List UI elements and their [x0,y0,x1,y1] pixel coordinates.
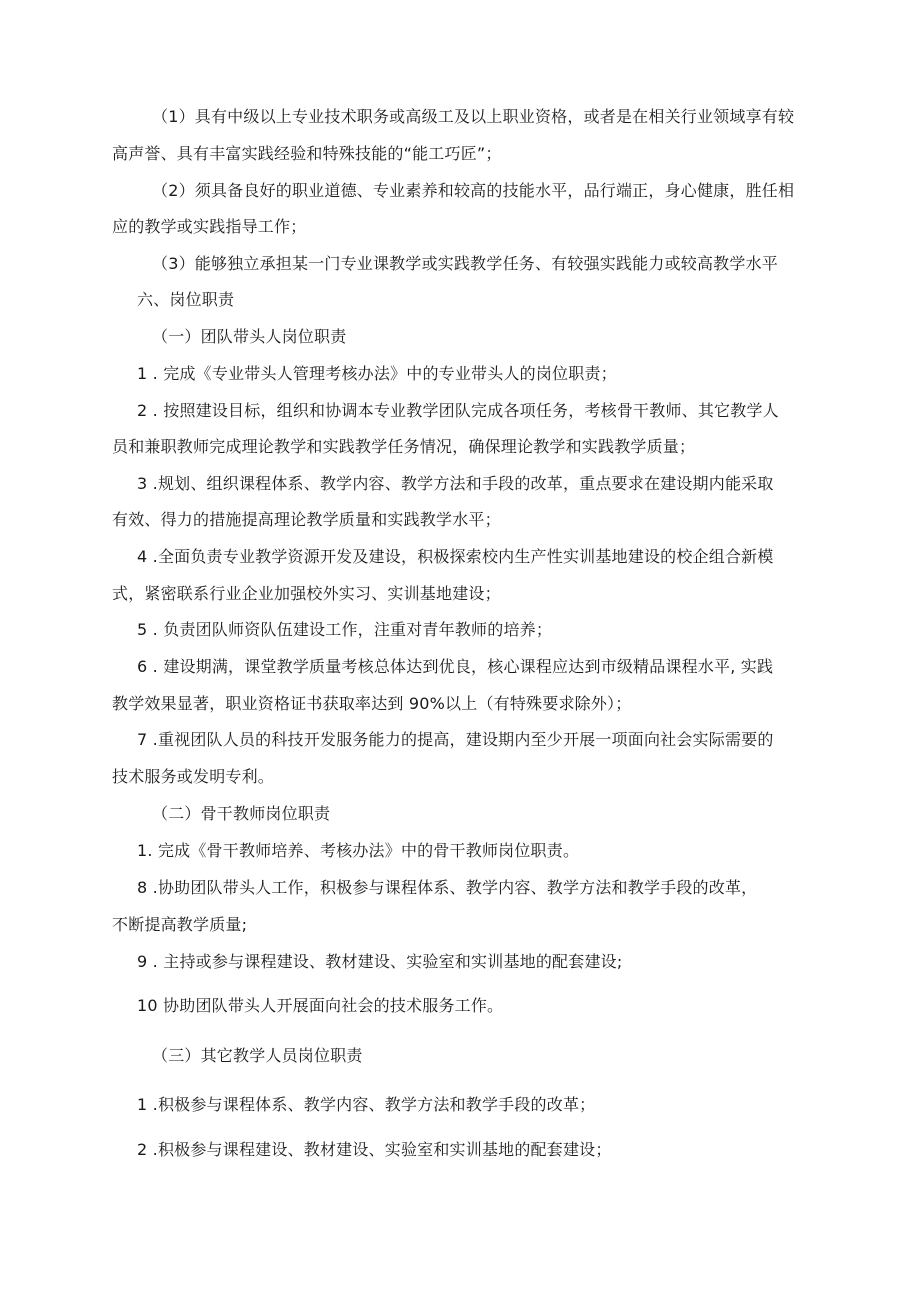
team-leader-item-5-line-1: 5 . 负责团队师资队伍建设工作，注重对青年教师的培养； [137,620,553,639]
key-teacher-item-3-line-1: 9 . 主持或参与课程建设、教材建设、实验室和实训基地的配套建设; [137,952,623,971]
requirement-1-line-1: （1）具有中级以上专业技术职务或高级工及以上职业资格，或者是在相关行业领域享有较 [152,107,795,126]
key-teacher-item-2-line-2: 不断提高教学质量; [112,915,248,934]
team-leader-item-6-line-1: 6 . 建设期满，课堂教学质量考核总体达到优良，核心课程应达到市级精品课程水平, 实践 [137,657,774,676]
key-teacher-title: （二）骨干教师岗位职责 [152,804,331,823]
team-leader-item-7-line-2: 技术服务或发明专利。 [112,767,275,786]
requirement-2-line-2: 应的教学或实践指导工作； [112,217,307,236]
requirement-1-line-2: 高声誉、具有丰富实践经验和特殊技能的“能工巧匠”； [112,144,502,163]
team-leader-item-3-line-2: 有效、得力的措施提高理论教学质量和实践教学水平； [112,510,501,529]
team-leader-item-7-line-1: 7 .重视团队人员的科技开发服务能力的提高，建设期内至少开展一项面向社会实际需要的 [137,730,774,749]
other-staff-item-2-line-1: 2 .积极参与课程建设、教材建设、实验室和实训基地的配套建设； [137,1140,612,1159]
key-teacher-item-4-line-1: 10 协助团队带头人开展面向社会的技术服务工作。 [137,996,504,1015]
team-leader-item-2-line-1: 2 . 按照建设目标，组织和协调本专业教学团队完成各项任务，考核骨干教师、其它教学人 [137,401,779,420]
other-staff-item-1-line-1: 1 .积极参与课程体系、教学内容、教学方法和教学手段的改革； [137,1095,596,1114]
team-leader-item-6-line-2: 教学效果显著，职业资格证书获取率达到 90%以上（有特殊要求除外）； [112,694,632,713]
section-six-title: 六、岗位职责 [137,290,235,309]
key-teacher-item-2-line-1: 8 .协助团队带头人工作，积极参与课程体系、教学内容、教学方法和教学手段的改革， [137,878,758,897]
team-leader-item-2-line-2: 员和兼职教师完成理论教学和实践教学任务情况，确保理论教学和实践教学质量； [112,437,696,456]
team-leader-title: （一）团队带头人岗位职责 [152,327,347,346]
other-staff-title: （三）其它教学人员岗位职责 [152,1046,363,1065]
requirement-2-line-1: （2）须具备良好的职业道德、专业素养和较高的技能水平，品行端正，身心健康，胜任相 [152,181,795,200]
team-leader-item-4-line-1: 4 .全面负责专业教学资源开发及建设，积极探索校内生产性实训基地建设的校企组合新模 [137,547,774,566]
team-leader-item-4-line-2: 式，紧密联系行业企业加强校外实习、实训基地建设； [112,584,501,603]
requirement-3-line-1: （3）能够独立承担某一门专业课教学或实践教学任务、有较强实践能力或较高教学水平 [152,254,778,273]
team-leader-item-3-line-1: 3 .规划、组织课程体系、教学内容、教学方法和手段的改革，重点要求在建设期内能采取 [137,474,774,493]
team-leader-item-1-line-1: 1 . 完成《专业带头人管理考核办法》中的专业带头人的岗位职责； [137,364,617,383]
key-teacher-item-1-line-1: 1. 完成《骨干教师培养、考核办法》中的骨干教师岗位职责。 [137,841,580,860]
